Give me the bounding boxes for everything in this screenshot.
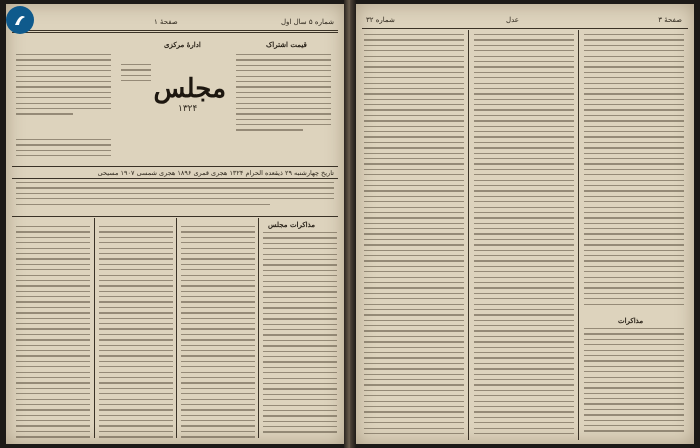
logo-mark-icon [11, 11, 29, 29]
right-column-2 [474, 34, 574, 440]
left-column-3 [181, 226, 255, 438]
left-page [6, 4, 344, 444]
book-gutter [344, 0, 356, 448]
right-page [356, 4, 694, 444]
subscription-table [16, 54, 111, 134]
right-column-3b [584, 328, 684, 440]
right-page-center-label: عدل [506, 16, 519, 24]
left-page-label: صفحهٔ ۱ [154, 18, 178, 26]
office-heading: ادارهٔ مرکزی [164, 40, 201, 49]
masthead-title: مجلس [153, 74, 226, 104]
right-page-issue-line: شماره ۳۲ [366, 16, 395, 24]
section-heading: مذاکرات مجلس [268, 220, 316, 229]
right-column-1 [364, 34, 464, 440]
masthead-year: ۱۳۲۴ [178, 104, 198, 114]
office-notes [236, 54, 331, 164]
right-page-label: صفحهٔ ۳ [658, 16, 682, 24]
site-logo-icon [6, 6, 34, 34]
left-column-1 [16, 226, 90, 438]
left-column-2 [99, 226, 173, 438]
right-column-3a [584, 34, 684, 314]
date-line: تاریخ چهارشنبه ۲۹ ذیقعده الحرام ۱۳۲۴ هجری قمری ۱۸۹۶ هجری شمسی ۱۹۰۷ مسیحی [97, 169, 334, 177]
subscription-heading: قیمت اشتراک [266, 40, 307, 49]
left-page-issue-line: شماره ۵ سال اول [280, 18, 334, 26]
intro-paragraph [16, 182, 334, 214]
left-column-4 [263, 232, 337, 438]
right-subheading: مذاکرات [618, 316, 644, 325]
